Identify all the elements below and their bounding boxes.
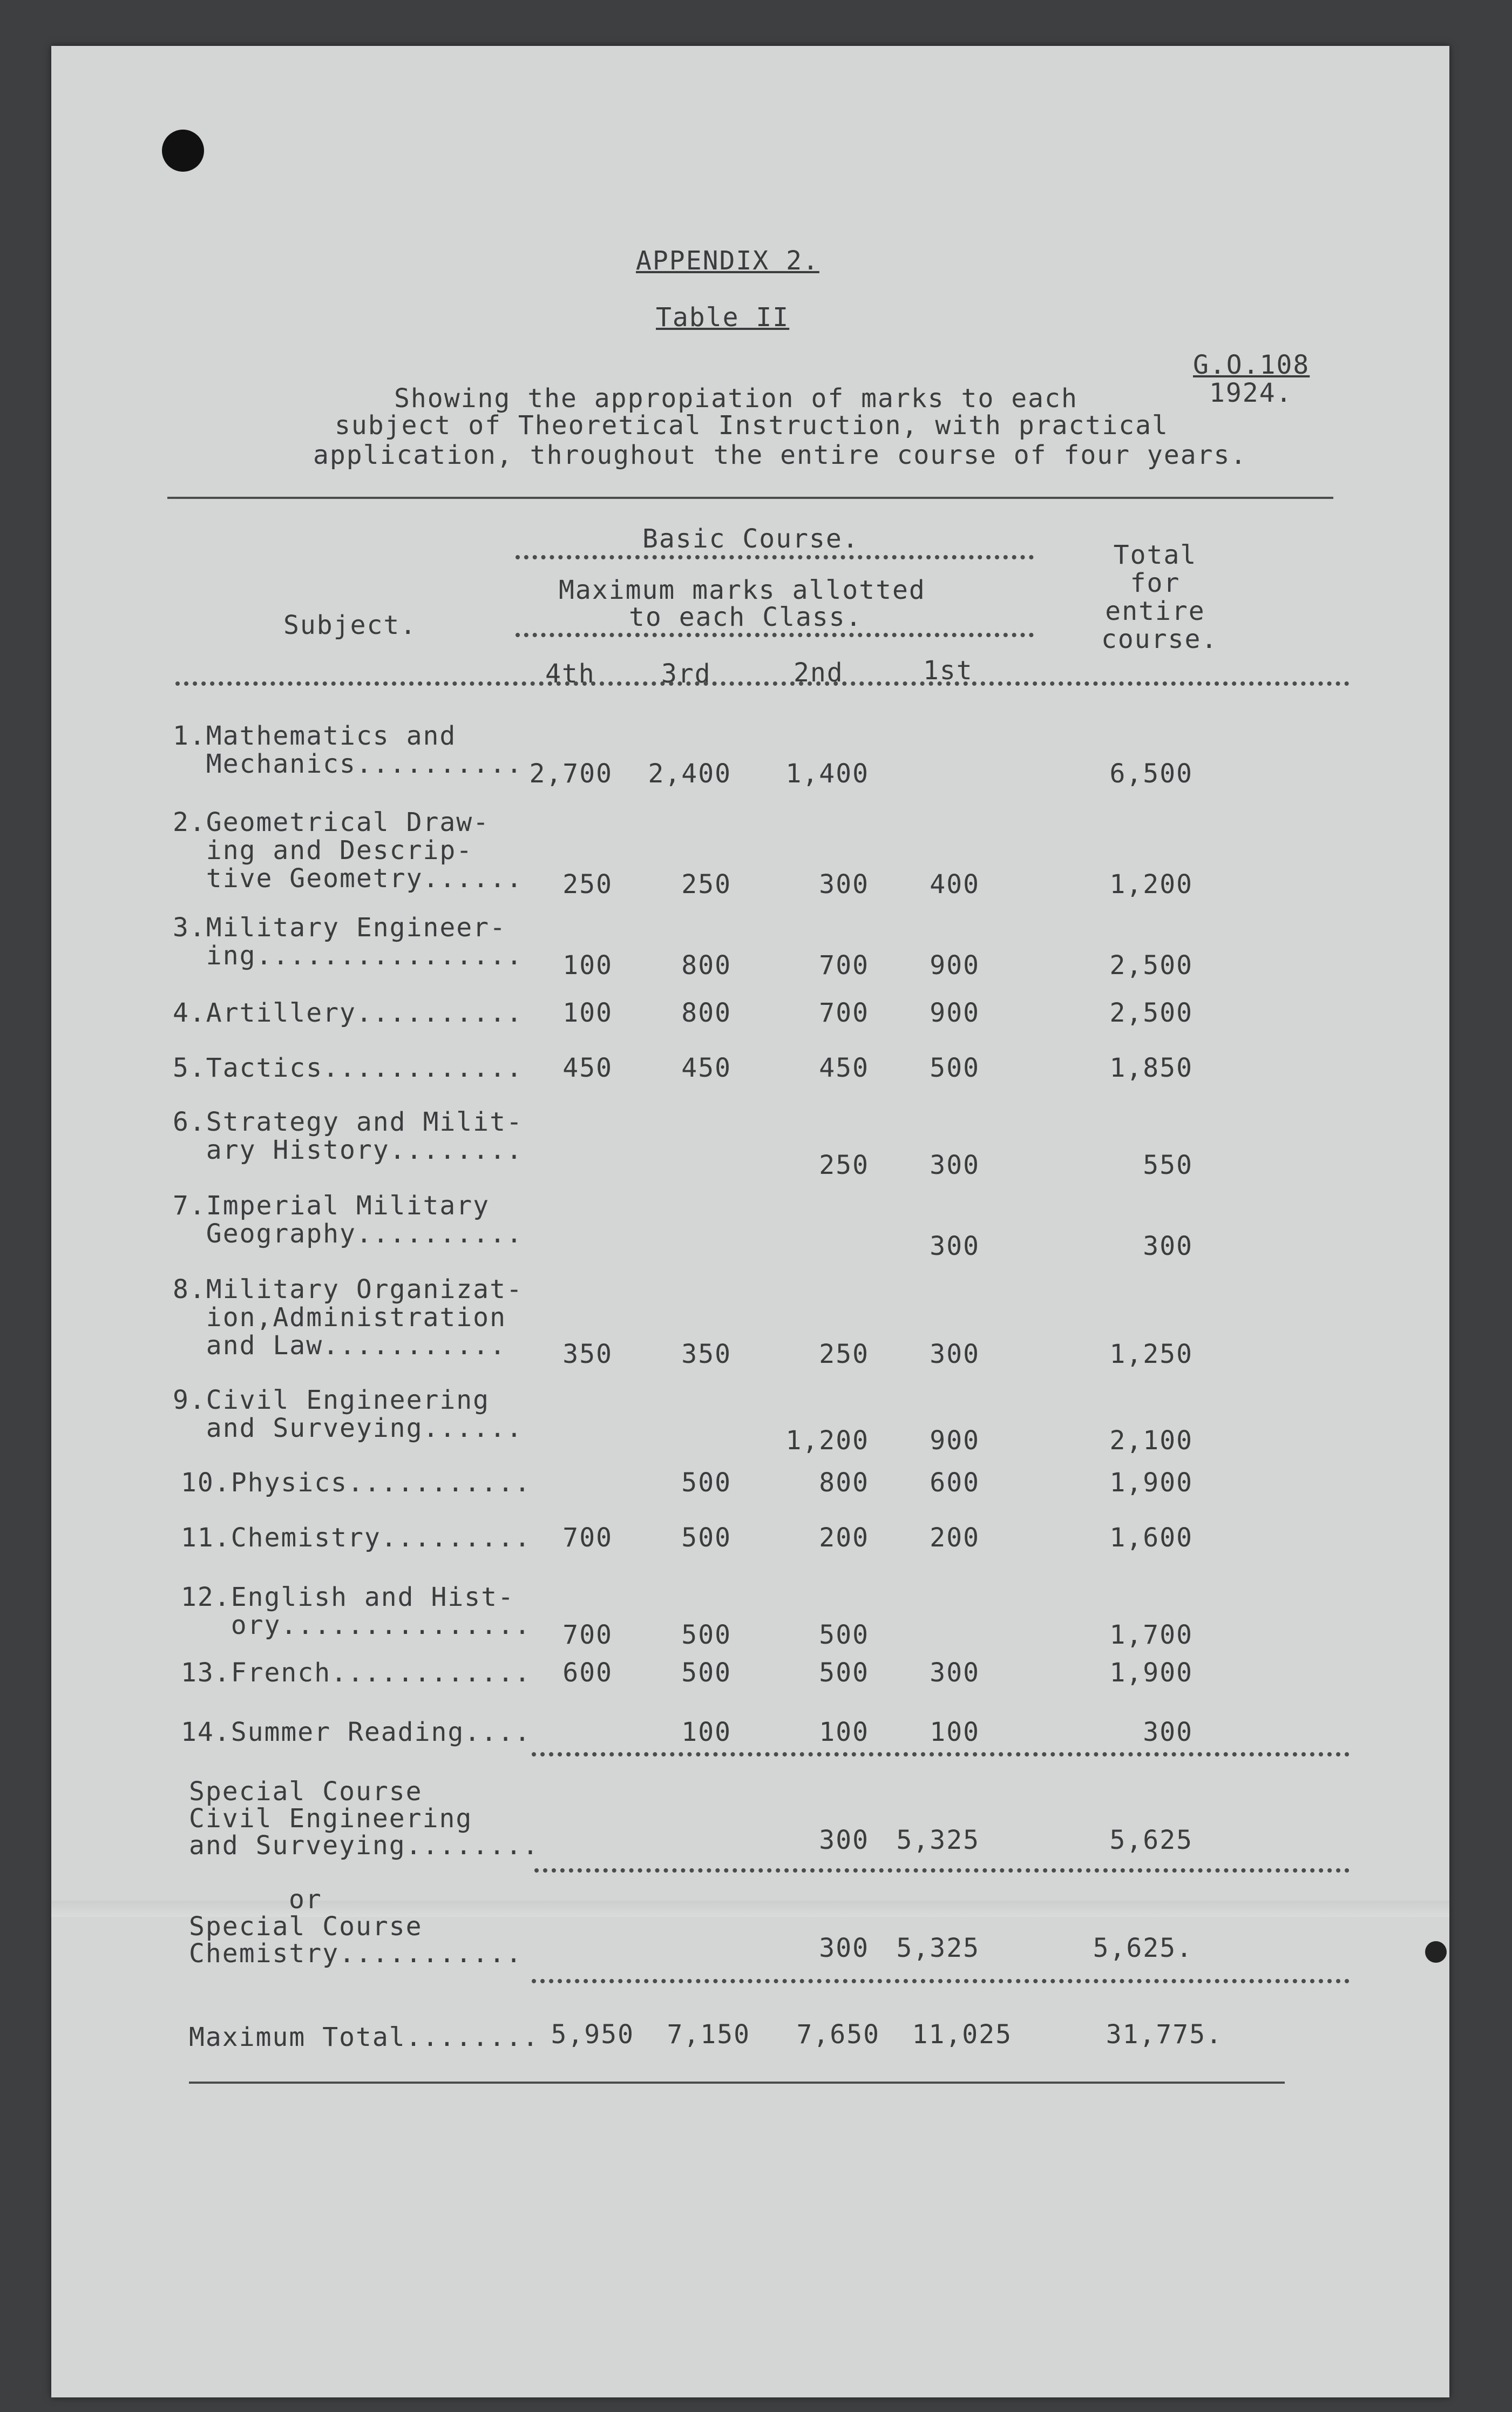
class-marks-value: 350: [562, 1339, 613, 1369]
class-marks-value: 900: [930, 998, 980, 1028]
special-course-label: Special Course: [189, 1911, 423, 1942]
class-marks-value: 1,400: [785, 759, 869, 789]
class-marks-value: 900: [930, 1425, 980, 1456]
subject-label: 6.Strategy and Milit-: [173, 1107, 523, 1137]
total-heading-2: for: [1130, 568, 1181, 598]
class-marks-value: 700: [819, 950, 869, 981]
subject-label: 1.Mathematics and: [173, 721, 457, 751]
maximum-total-label: Maximum Total........: [189, 2022, 539, 2052]
class-4th-heading: 4th: [545, 659, 595, 689]
class-marks-value: 800: [681, 950, 731, 981]
class-marks-value: 350: [681, 1339, 731, 1369]
subject-label: 5.Tactics............: [173, 1053, 523, 1083]
class-marks-value: 100: [819, 1717, 869, 1747]
class-marks-value: 500: [681, 1523, 731, 1553]
subject-label: Mechanics..........: [173, 749, 523, 779]
special-course-value: 5,625: [1109, 1825, 1193, 1855]
class-marks-value: 300: [930, 1231, 980, 1261]
class-marks-value: 500: [681, 1468, 731, 1498]
maximum-total-value: 11,025: [912, 2019, 1012, 2050]
class-marks-value: 450: [562, 1053, 613, 1083]
special-course-value: 300: [819, 1933, 869, 1963]
ink-blot: [1425, 1941, 1447, 1963]
class-marks-value: 500: [681, 1658, 731, 1688]
row-total-value: 1,600: [1109, 1523, 1193, 1553]
class-marks-value: 700: [562, 1620, 613, 1650]
basic-course-heading: Basic Course.: [642, 524, 859, 554]
class-marks-value: 400: [930, 869, 980, 900]
dotted-separator: [532, 1979, 1350, 1983]
subject-label: 14.Summer Reading....: [181, 1717, 531, 1747]
dotted-separator: [532, 1752, 1350, 1756]
row-total-value: 300: [1143, 1717, 1193, 1747]
row-total-value: 1,900: [1109, 1468, 1193, 1498]
appendix-heading: APPENDIX 2.: [636, 246, 819, 276]
class-marks-value: 100: [562, 998, 613, 1028]
row-total-value: 1,850: [1109, 1053, 1193, 1083]
class-marks-value: 700: [819, 998, 869, 1028]
special-course-label: Chemistry...........: [189, 1938, 523, 1969]
special-course-value: 300: [819, 1825, 869, 1855]
row-total-value: 1,900: [1109, 1658, 1193, 1688]
class-marks-value: 900: [930, 950, 980, 981]
class-marks-value: 200: [819, 1523, 869, 1553]
subject-heading: Subject.: [283, 610, 417, 640]
row-total-value: 2,500: [1109, 950, 1193, 981]
special-course-label: Civil Engineering: [189, 1803, 473, 1834]
row-total-value: 2,100: [1109, 1425, 1193, 1456]
subject-label: 9.Civil Engineering: [173, 1385, 490, 1415]
class-marks-value: 200: [930, 1523, 980, 1553]
class-marks-value: 450: [681, 1053, 731, 1083]
subject-label: and Surveying......: [173, 1413, 523, 1443]
class-marks-value: 2,400: [648, 759, 731, 789]
subject-label: 3.Military Engineer-: [173, 913, 506, 943]
subject-label: ory...............: [181, 1610, 531, 1640]
dotted-separator: [175, 681, 1350, 686]
max-marks-line-2: to each Class.: [629, 602, 863, 632]
max-marks-line-1: Maximum marks allotted: [559, 575, 926, 605]
class-marks-value: 500: [930, 1053, 980, 1083]
class-marks-value: 300: [819, 869, 869, 900]
description-line-3: application, throughout the entire course of four years.: [313, 440, 1247, 470]
class-marks-value: 500: [681, 1620, 731, 1650]
description-line-1: Showing the appropiation of marks to each: [394, 383, 1078, 414]
subject-label: ion,Administration: [173, 1302, 506, 1333]
row-total-value: 1,200: [1109, 869, 1193, 900]
maximum-total-value: 7,650: [796, 2019, 880, 2050]
special-course-label: and Surveying........: [189, 1830, 539, 1861]
total-heading-1: Total: [1113, 540, 1197, 570]
subject-label: 4.Artillery..........: [173, 998, 523, 1028]
subject-label: 10.Physics...........: [181, 1468, 531, 1498]
class-marks-value: 600: [930, 1468, 980, 1498]
subject-label: ary History........: [173, 1135, 523, 1165]
subject-label: 12.English and Hist-: [181, 1582, 514, 1612]
class-marks-value: 800: [681, 998, 731, 1028]
class-marks-value: 450: [819, 1053, 869, 1083]
subject-label: and Law...........: [173, 1330, 506, 1361]
class-marks-value: 250: [562, 869, 613, 900]
class-marks-value: 300: [930, 1339, 980, 1369]
go-year: 1924.: [1209, 378, 1293, 408]
subject-label: Geography..........: [173, 1219, 523, 1249]
class-marks-value: 250: [819, 1150, 869, 1180]
dotted-separator: [534, 1868, 1350, 1873]
subject-label: 2.Geometrical Draw-: [173, 807, 490, 837]
class-marks-value: 800: [819, 1468, 869, 1498]
row-total-value: 2,500: [1109, 998, 1193, 1028]
dotted-separator: [516, 555, 1034, 559]
subject-label: 7.Imperial Military: [173, 1191, 490, 1221]
footer-rule: [189, 2082, 1285, 2084]
class-marks-value: 300: [930, 1150, 980, 1180]
subject-label: tive Geometry......: [173, 863, 523, 894]
class-marks-value: 2,700: [529, 759, 613, 789]
row-total-value: 550: [1143, 1150, 1193, 1180]
special-course-value: 5,325: [896, 1825, 980, 1855]
subject-label: ing................: [173, 941, 523, 971]
class-marks-value: 500: [819, 1658, 869, 1688]
punch-hole: [162, 130, 204, 172]
description-line-2: subject of Theoretical Instruction, with practical: [335, 410, 1169, 441]
subject-label: 11.Chemistry.........: [181, 1523, 531, 1553]
subject-label: ing and Descrip-: [173, 835, 473, 866]
header-rule: [167, 497, 1333, 499]
row-total-value: 300: [1143, 1231, 1193, 1261]
class-marks-value: 100: [930, 1717, 980, 1747]
table-title: Table II: [656, 302, 790, 333]
class-marks-value: 100: [681, 1717, 731, 1747]
subject-label: 8.Military Organizat-: [173, 1274, 523, 1305]
dotted-separator: [516, 633, 1034, 637]
row-total-value: 1,250: [1109, 1339, 1193, 1369]
special-course-value: 5,625.: [1093, 1933, 1193, 1963]
row-total-value: 6,500: [1109, 759, 1193, 789]
subject-label: 13.French............: [181, 1658, 531, 1688]
class-3rd-heading: 3rd: [661, 659, 711, 689]
class-1st-heading: 1st: [923, 656, 973, 686]
class-2nd-heading: 2nd: [794, 658, 844, 688]
maximum-total-value: 31,775.: [1106, 2019, 1223, 2050]
class-marks-value: 250: [819, 1339, 869, 1369]
class-marks-value: 700: [562, 1523, 613, 1553]
total-heading-4: course.: [1101, 624, 1218, 654]
go-reference: G.O.108: [1193, 350, 1310, 380]
class-marks-value: 300: [930, 1658, 980, 1688]
total-heading-3: entire: [1105, 596, 1205, 626]
maximum-total-value: 7,150: [667, 2019, 750, 2050]
row-total-value: 1,700: [1109, 1620, 1193, 1650]
class-marks-value: 500: [819, 1620, 869, 1650]
or-label: or: [289, 1884, 322, 1915]
class-marks-value: 600: [562, 1658, 613, 1688]
class-marks-value: 1,200: [785, 1425, 869, 1456]
class-marks-value: 100: [562, 950, 613, 981]
special-course-label: Special Course: [189, 1776, 423, 1807]
special-course-value: 5,325: [896, 1933, 980, 1963]
class-marks-value: 250: [681, 869, 731, 900]
maximum-total-value: 5,950: [551, 2019, 634, 2050]
